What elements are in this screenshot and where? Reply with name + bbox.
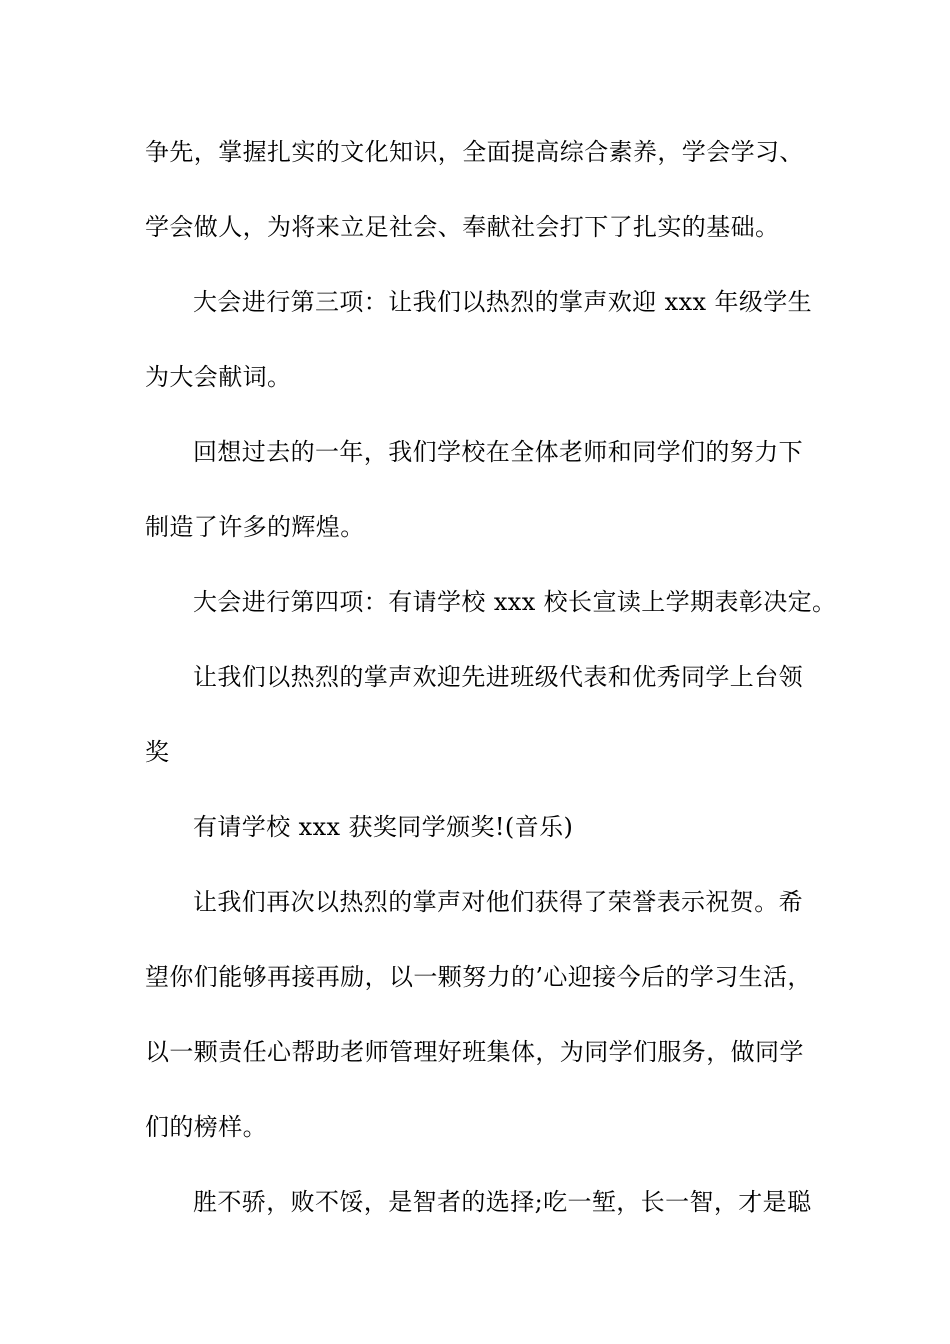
text-line: 制造了许多的辉煌。 [145,513,365,541]
paragraph-start: 大会进行第四项：有请学校 xxx 校长宣读上学期表彰决定。 [193,588,837,616]
text-line: 以一颗责任心帮助老师管理好班集体，为同学们服务，做同学 [145,1038,804,1066]
paragraph-start: 有请学校 xxx 获奖同学颁奖!(音乐) [193,813,574,841]
paragraph-start: 回想过去的一年，我们学校在全体老师和同学们的努力下 [193,438,803,466]
paragraph-start: 让我们以热烈的掌声欢迎先进班级代表和优秀同学上台领 [193,663,803,691]
text-line: 学会做人，为将来立足社会、奉献社会打下了扎实的基础。 [145,213,780,241]
text-line: 奖 [145,738,170,766]
text-line: 为大会献词。 [145,363,292,391]
text-line: 们的榜样。 [145,1113,267,1141]
text-line: 争先，掌握扎实的文化知识，全面提高综合素养，学会学习、 [145,138,804,166]
paragraph-start: 大会进行第三项：让我们以热烈的掌声欢迎 xxx 年级学生 [193,288,813,316]
text-line: 望你们能够再接再励，以一颗努力的’心迎接今后的学习生活， [145,963,812,991]
paragraph-start: 胜不骄，败不馁，是智者的选择;吃一堑，长一智，才是聪 [193,1188,812,1216]
paragraph-start: 让我们再次以热烈的掌声对他们获得了荣誉表示祝贺。希 [193,888,803,916]
